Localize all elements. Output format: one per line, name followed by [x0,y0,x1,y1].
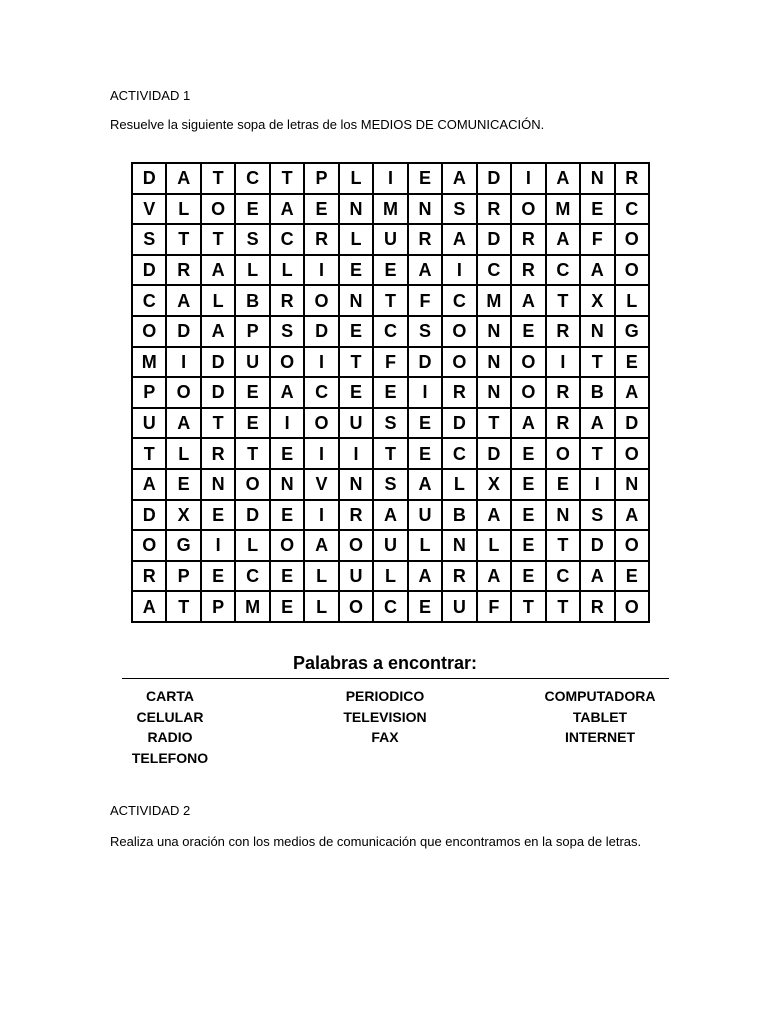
word-list-item: TELEFONO [131,749,209,766]
grid-cell: T [202,409,236,440]
grid-cell: N [443,531,477,562]
grid-cell: D [167,317,201,348]
grid-cell: T [374,439,408,470]
grid-cell: T [581,348,615,379]
grid-cell: L [374,562,408,593]
grid-cell: I [374,164,408,195]
grid-cell: O [305,286,339,317]
grid-cell: A [409,256,443,287]
grid-cell: X [478,470,512,501]
grid-cell: T [547,286,581,317]
grid-cell: E [271,501,305,532]
grid-cell: O [202,195,236,226]
grid-cell: A [581,562,615,593]
grid-cell: F [478,592,512,623]
grid-cell: A [133,470,167,501]
grid-cell: O [340,592,374,623]
grid-cell: E [512,501,546,532]
grid-cell: L [340,164,374,195]
word-list-column-1 [80,686,260,768]
grid-cell: G [616,317,650,348]
grid-cell: S [133,225,167,256]
word-list-column-2 [295,686,475,748]
grid-cell: L [167,195,201,226]
grid-cell: D [133,501,167,532]
grid-cell: O [512,195,546,226]
grid-cell: T [236,439,270,470]
grid-cell: E [512,562,546,593]
grid-cell: O [271,531,305,562]
grid-cell: T [478,409,512,440]
grid-cell: I [305,256,339,287]
grid-cell: E [512,531,546,562]
grid-cell: N [340,195,374,226]
grid-cell: M [374,195,408,226]
grid-cell: O [616,225,650,256]
grid-cell: S [236,225,270,256]
grid-cell: E [581,195,615,226]
grid-cell: N [478,317,512,348]
grid-cell: T [581,439,615,470]
grid-cell: P [202,592,236,623]
grid-cell: C [616,195,650,226]
grid-cell: C [374,317,408,348]
grid-cell: N [581,164,615,195]
grid-cell: I [305,501,339,532]
grid-cell: I [547,348,581,379]
grid-cell: L [167,439,201,470]
grid-cell: E [409,439,443,470]
grid-cell: O [616,439,650,470]
grid-cell: O [305,409,339,440]
grid-cell: M [547,195,581,226]
grid-cell: O [512,348,546,379]
grid-cell: N [478,348,512,379]
grid-cell: E [305,195,339,226]
grid-cell: N [547,501,581,532]
grid-cell: S [443,195,477,226]
grid-cell: A [581,256,615,287]
grid-cell: E [202,501,236,532]
word-list-title: Palabras a encontrar: [292,653,478,673]
grid-cell: D [443,409,477,440]
grid-cell: C [478,256,512,287]
word-list-item: PERIODICO [345,688,425,704]
grid-cell: A [167,286,201,317]
grid-cell: O [133,531,167,562]
word-list-item: CARTA [146,688,194,704]
grid-cell: O [616,592,650,623]
grid-cell: L [616,286,650,317]
grid-cell: U [409,501,443,532]
activity-2-instruction: Realiza una oración con los medios de comunicación que encontramos en la sopa de letras. [110,834,642,849]
grid-cell: C [236,164,270,195]
grid-cell: R [547,378,581,409]
grid-cell: E [236,195,270,226]
grid-cell: E [616,562,650,593]
grid-cell: D [133,164,167,195]
grid-cell: E [409,409,443,440]
grid-cell: A [616,501,650,532]
grid-cell: O [236,470,270,501]
grid-cell: A [202,317,236,348]
grid-cell: D [581,531,615,562]
word-list-item: TABLET [572,708,628,725]
grid-cell: C [547,256,581,287]
grid-cell: E [512,439,546,470]
grid-cell: E [340,317,374,348]
grid-cell: A [478,562,512,593]
grid-cell: A [547,225,581,256]
grid-cell: N [271,470,305,501]
grid-cell: M [133,348,167,379]
grid-cell: D [305,317,339,348]
grid-cell: X [581,286,615,317]
word-list-item: RADIO [147,729,193,745]
grid-cell: A [409,470,443,501]
grid-cell: T [374,286,408,317]
grid-cell: X [167,501,201,532]
grid-cell: S [581,501,615,532]
word-list-item: CELULAR [136,708,204,725]
grid-cell: P [305,164,339,195]
grid-cell: F [581,225,615,256]
grid-cell: A [616,378,650,409]
grid-cell: F [409,286,443,317]
grid-cell: P [236,317,270,348]
grid-cell: L [340,225,374,256]
grid-cell: B [236,286,270,317]
grid-cell: E [167,470,201,501]
grid-cell: E [236,378,270,409]
grid-cell: D [133,256,167,287]
grid-cell: N [478,378,512,409]
grid-cell: I [409,378,443,409]
grid-cell: O [512,378,546,409]
grid-cell: R [547,317,581,348]
grid-cell: R [202,439,236,470]
word-list-item: COMPUTADORA [544,688,656,704]
grid-cell: E [236,409,270,440]
grid-cell: U [374,225,408,256]
grid-cell: E [202,562,236,593]
grid-cell: U [236,348,270,379]
grid-cell: M [236,592,270,623]
word-list-item: TELEVISION [343,708,427,725]
grid-cell: L [236,256,270,287]
grid-cell: L [305,592,339,623]
grid-cell: L [305,562,339,593]
grid-cell: C [443,286,477,317]
grid-cell: B [581,378,615,409]
grid-cell: F [374,348,408,379]
grid-cell: R [271,286,305,317]
grid-cell: C [305,378,339,409]
grid-cell: E [616,348,650,379]
grid-cell: G [167,531,201,562]
grid-cell: A [202,256,236,287]
grid-cell: T [340,348,374,379]
grid-cell: A [512,286,546,317]
grid-cell: N [409,195,443,226]
grid-cell: U [374,531,408,562]
grid-cell: C [374,592,408,623]
grid-cell: D [478,225,512,256]
word-list-column-3 [510,686,690,748]
grid-cell: I [581,470,615,501]
word-search-grid [131,162,650,623]
grid-cell: R [305,225,339,256]
grid-cell: E [374,378,408,409]
grid-cell: E [374,256,408,287]
word-list-divider [122,678,669,679]
grid-cell: R [478,195,512,226]
grid-cell: N [202,470,236,501]
grid-cell: D [202,348,236,379]
activity-1-instruction: Resuelve la siguiente sopa de letras de los MEDIOS DE COMUNICACIÓN. [110,117,545,132]
grid-cell: L [478,531,512,562]
grid-cell: A [271,195,305,226]
grid-cell: O [340,531,374,562]
grid-cell: D [616,409,650,440]
grid-cell: T [133,439,167,470]
grid-cell: P [167,562,201,593]
grid-cell: R [443,562,477,593]
grid-cell: A [374,501,408,532]
grid-cell: E [512,317,546,348]
grid-cell: C [133,286,167,317]
grid-cell: E [340,378,374,409]
grid-cell: S [409,317,443,348]
grid-cell: T [547,592,581,623]
grid-cell: T [271,164,305,195]
grid-cell: R [512,256,546,287]
grid-cell: N [340,286,374,317]
grid-cell: R [133,562,167,593]
grid-cell: P [133,378,167,409]
grid-cell: R [581,592,615,623]
grid-cell: N [581,317,615,348]
grid-cell: V [305,470,339,501]
grid-cell: I [271,409,305,440]
grid-cell: A [271,378,305,409]
grid-cell: C [236,562,270,593]
grid-cell: S [271,317,305,348]
grid-cell: I [202,531,236,562]
grid-cell: T [202,225,236,256]
grid-cell: O [616,531,650,562]
grid-cell: C [547,562,581,593]
grid-cell: C [271,225,305,256]
grid-cell: O [547,439,581,470]
grid-cell: T [202,164,236,195]
grid-cell: A [478,501,512,532]
grid-cell: R [547,409,581,440]
grid-cell: L [409,531,443,562]
grid-cell: T [167,225,201,256]
grid-cell: A [581,409,615,440]
grid-cell: R [616,164,650,195]
grid-cell: R [340,501,374,532]
grid-cell: O [167,378,201,409]
grid-cell: R [512,225,546,256]
grid-cell: D [478,164,512,195]
grid-cell: E [409,164,443,195]
grid-cell: V [133,195,167,226]
grid-cell: I [167,348,201,379]
grid-cell: A [443,164,477,195]
activity-2-heading: ACTIVIDAD 2 [110,803,191,818]
grid-cell: A [167,164,201,195]
grid-cell: I [340,439,374,470]
grid-cell: A [512,409,546,440]
grid-cell: U [340,562,374,593]
grid-cell: D [202,378,236,409]
grid-cell: I [443,256,477,287]
grid-cell: L [443,470,477,501]
grid-cell: R [409,225,443,256]
grid-cell: D [478,439,512,470]
grid-cell: U [443,592,477,623]
grid-cell: L [236,531,270,562]
grid-cell: E [271,562,305,593]
grid-cell: O [271,348,305,379]
grid-cell: N [340,470,374,501]
grid-cell: L [202,286,236,317]
grid-cell: L [271,256,305,287]
activity-1-heading: ACTIVIDAD 1 [110,88,191,103]
grid-cell: A [409,562,443,593]
grid-cell: E [547,470,581,501]
grid-cell: N [616,470,650,501]
grid-cell: I [305,348,339,379]
grid-cell: E [512,470,546,501]
grid-cell: D [236,501,270,532]
grid-cell: B [443,501,477,532]
grid-cell: A [443,225,477,256]
grid-cell: O [133,317,167,348]
grid-cell: C [443,439,477,470]
word-list-item: FAX [371,729,399,745]
grid-cell: A [547,164,581,195]
grid-cell: O [443,317,477,348]
grid-cell: S [374,409,408,440]
grid-cell: O [616,256,650,287]
grid-cell: T [547,531,581,562]
grid-cell: U [340,409,374,440]
grid-cell: I [305,439,339,470]
grid-cell: E [271,592,305,623]
grid-cell: S [374,470,408,501]
grid-cell: T [167,592,201,623]
grid-cell: M [478,286,512,317]
grid-cell: A [133,592,167,623]
word-list-item: INTERNET [565,729,635,745]
grid-cell: E [409,592,443,623]
grid-cell: E [271,439,305,470]
grid-cell: O [443,348,477,379]
grid-cell: R [443,378,477,409]
grid-cell: T [512,592,546,623]
grid-cell: D [409,348,443,379]
grid-cell: E [340,256,374,287]
grid-cell: I [512,164,546,195]
grid-cell: A [305,531,339,562]
grid-cell: U [133,409,167,440]
grid-cell: A [167,409,201,440]
grid-cell: R [167,256,201,287]
